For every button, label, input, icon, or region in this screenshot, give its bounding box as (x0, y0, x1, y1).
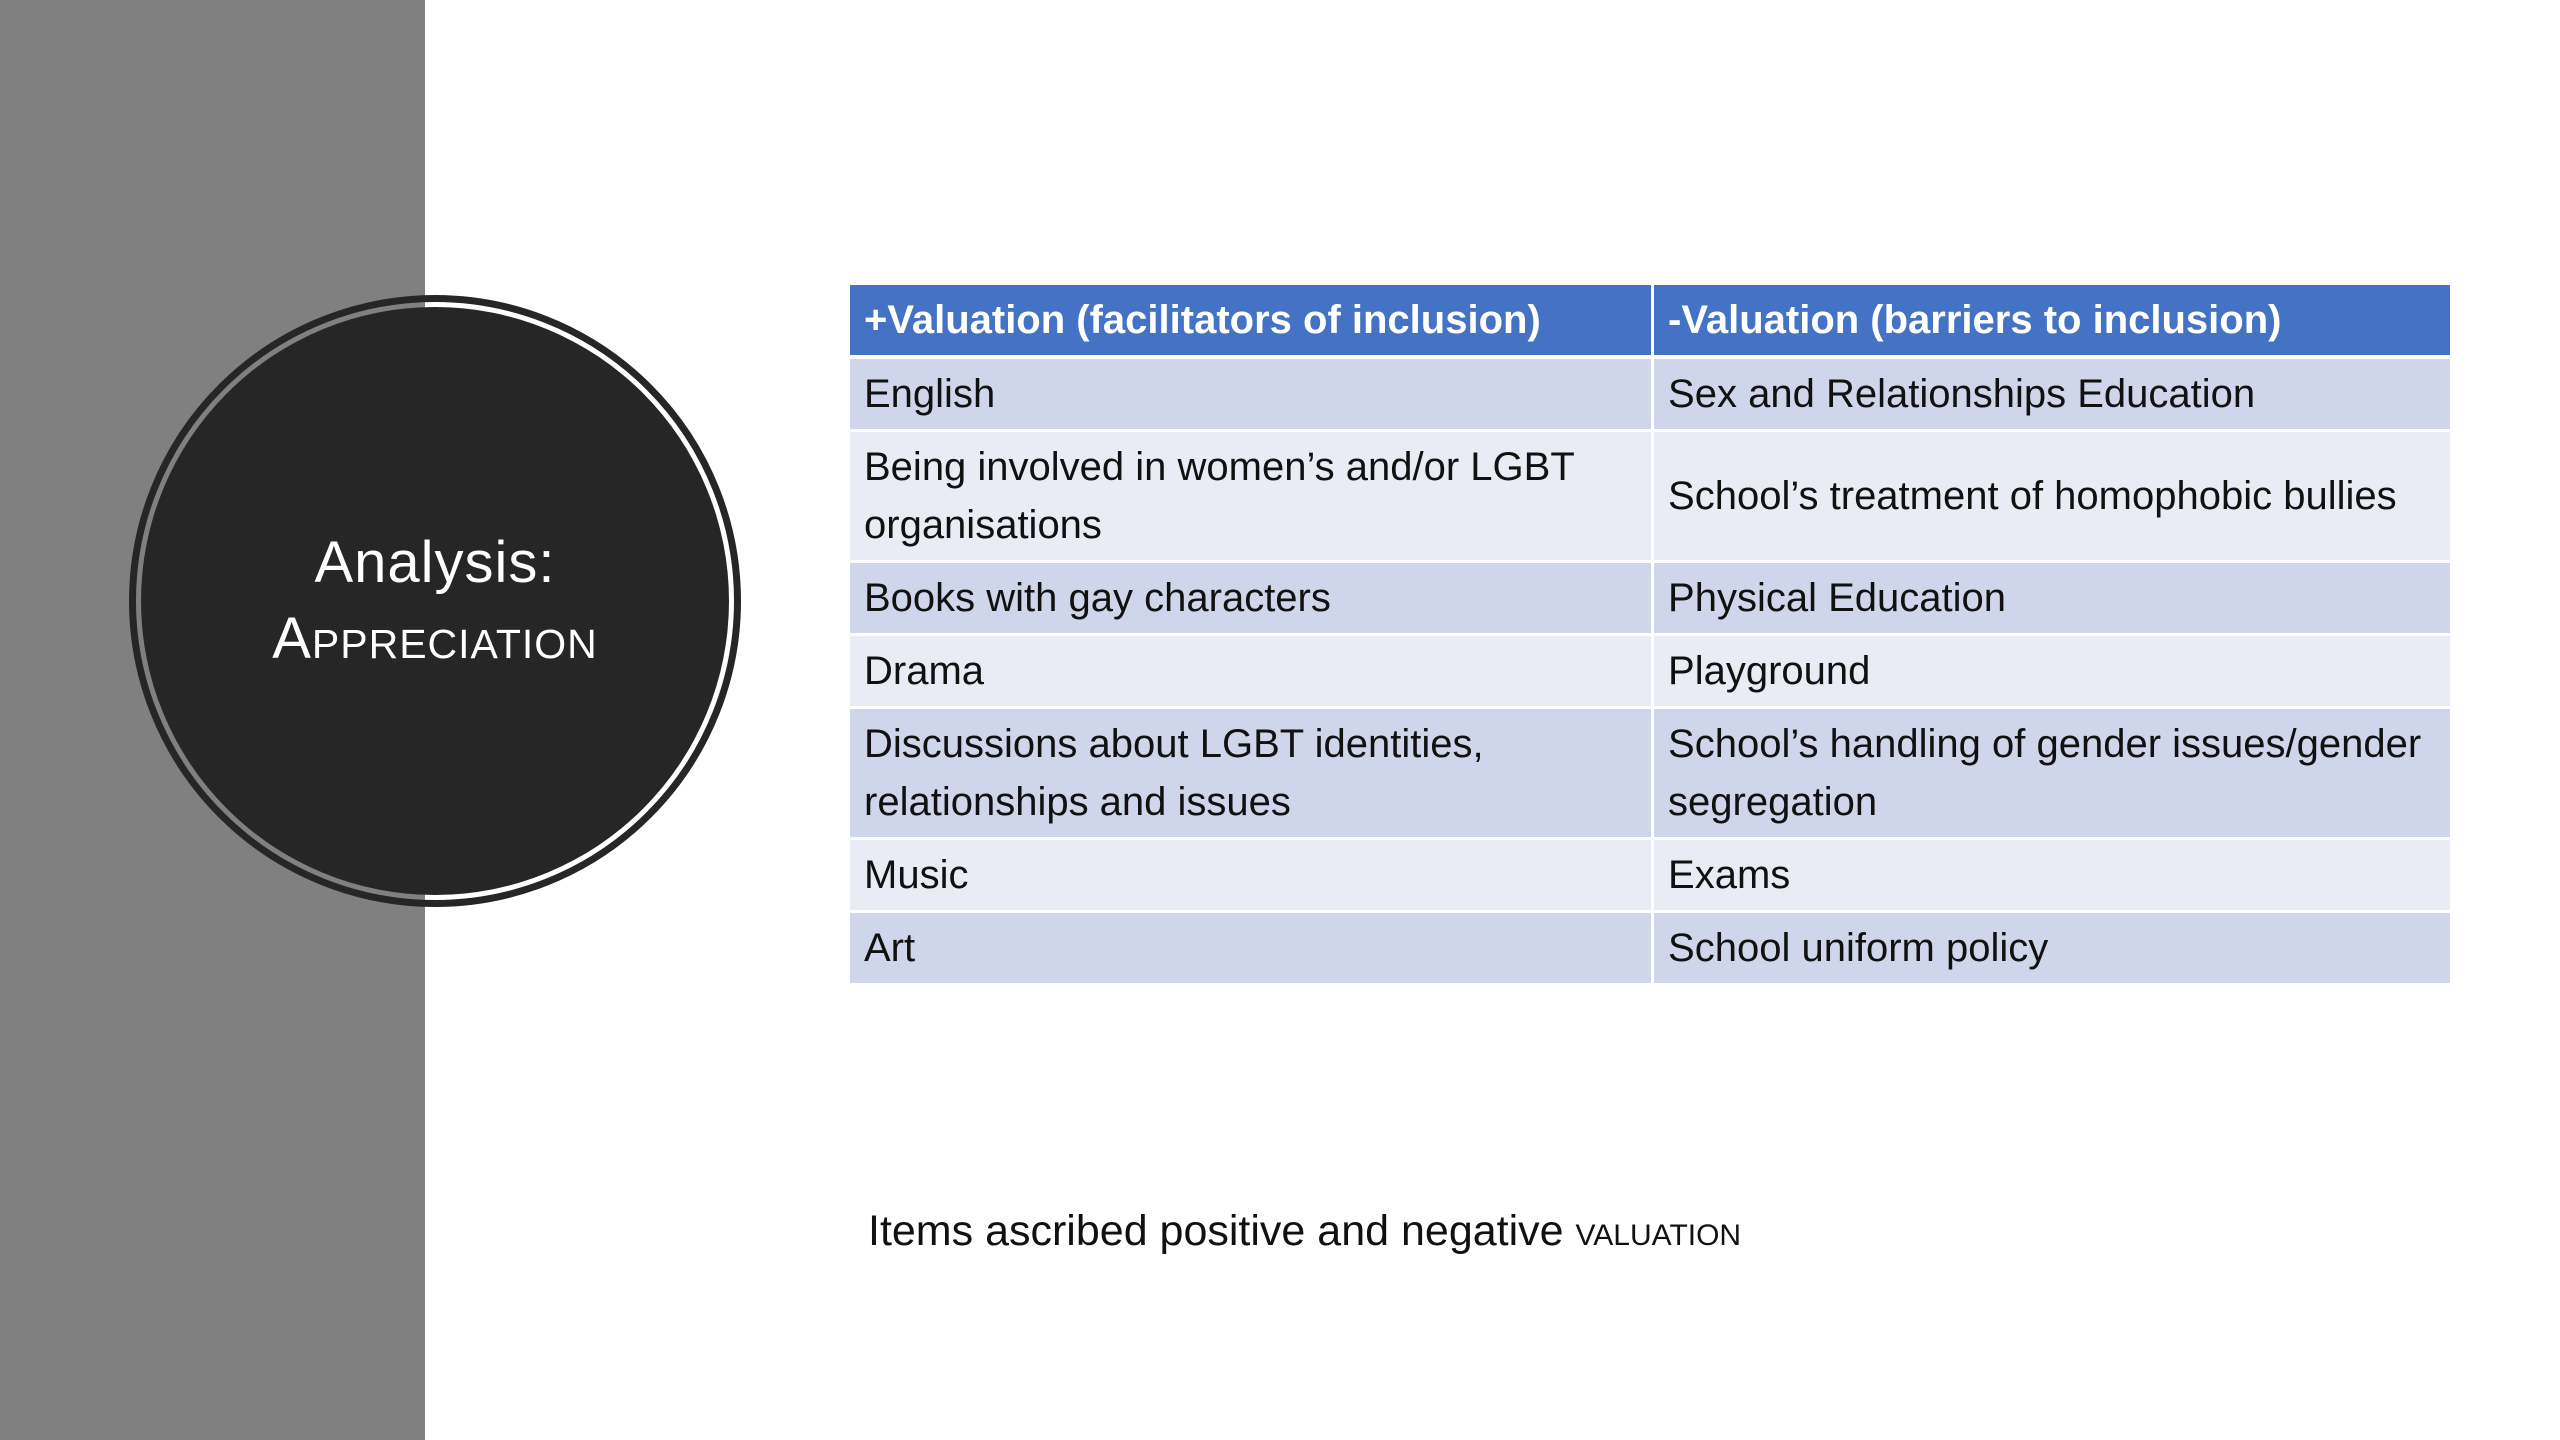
table-row (850, 636, 2450, 709)
table-cell-positive: English (850, 359, 1651, 432)
title-circle (141, 307, 729, 895)
table-row (850, 840, 2450, 913)
table-cell-positive: Discussions about LGBT identities, relationships and issues (850, 709, 1651, 840)
table-cell-positive: Being involved in women’s and/or LGBT organisations (850, 432, 1651, 563)
table-caption (868, 1207, 1741, 1256)
caption-emphasis: valuation (1575, 1207, 1742, 1255)
table-cell-negative: Playground (1651, 636, 2450, 709)
table-cell-negative: School uniform policy (1651, 913, 2450, 986)
table-cell-positive: Art (850, 913, 1651, 986)
table-cell-positive: Music (850, 840, 1651, 913)
table-row (850, 709, 2450, 840)
table-cell-negative: School’s handling of gender issues/gender segregation (1651, 709, 2450, 840)
slide-subtitle: Appreciation (272, 606, 598, 671)
table-cell-negative: Exams (1651, 840, 2450, 913)
slide-title: Analysis: (314, 530, 556, 595)
table-row (850, 359, 2450, 432)
header-negative-valuation: -Valuation (barriers to inclusion) (1651, 285, 2450, 359)
table-row (850, 913, 2450, 986)
table-cell-negative: Sex and Relationships Education (1651, 359, 2450, 432)
table-row (850, 432, 2450, 563)
table-cell-negative: Physical Education (1651, 563, 2450, 636)
valuation-table (850, 285, 2450, 986)
table-cell-positive: Books with gay characters (850, 563, 1651, 636)
table-cell-negative: School’s treatment of homophobic bullies (1651, 432, 2450, 563)
table-row (850, 563, 2450, 636)
table-cell-positive: Drama (850, 636, 1651, 709)
table-header-row (850, 285, 2450, 359)
caption-text: Items ascribed positive and negative (868, 1207, 1564, 1255)
header-positive-valuation: +Valuation (facilitators of inclusion) (850, 285, 1651, 359)
